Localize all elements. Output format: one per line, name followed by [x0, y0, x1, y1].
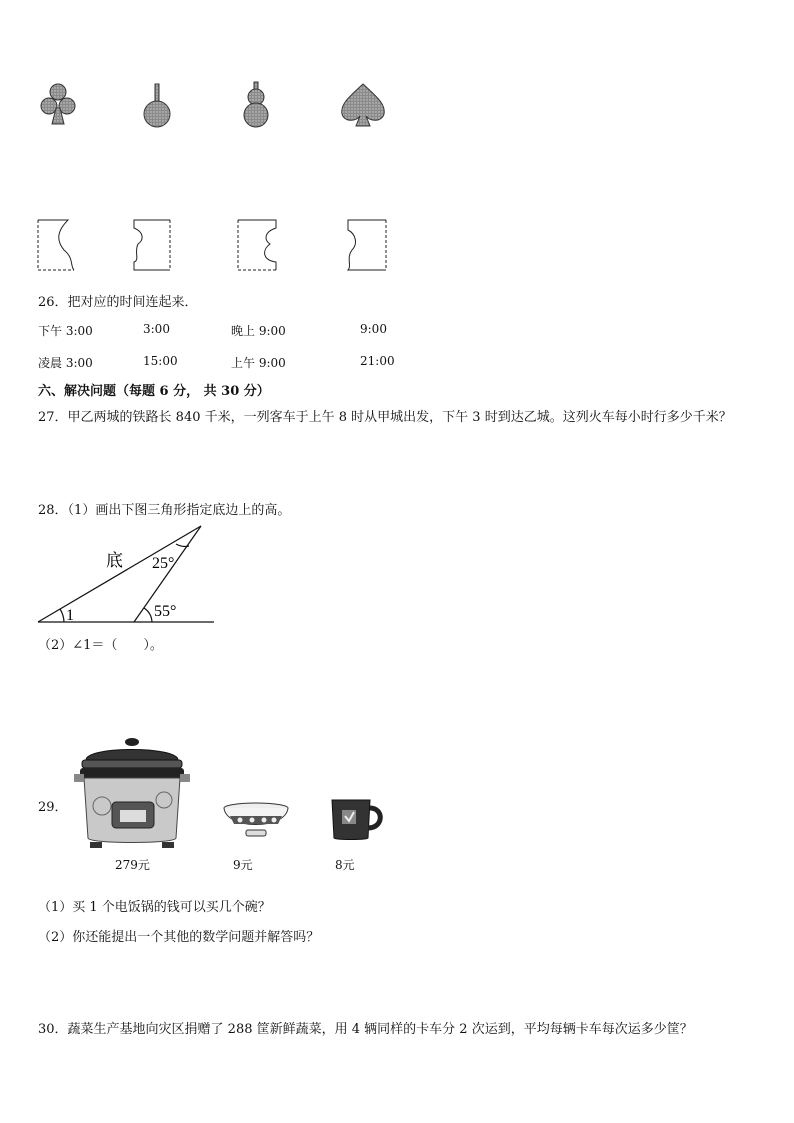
- bowl-image: [222, 802, 290, 844]
- angle-one-label: 1: [66, 607, 74, 624]
- half-shape-4-icon: [348, 220, 386, 270]
- base-label: 底: [106, 551, 123, 571]
- triangle-figure: [36, 522, 218, 626]
- q30-text: 30．蔬菜生产基地向灾区捐赠了 288 筐新鲜蔬菜，用 4 辆同样的卡车分 2 次运到，平均每辆卡车每次运多少筐？: [38, 1022, 693, 1037]
- symmetry-shapes-row: [30, 78, 400, 138]
- q26-r1-c4[interactable]: 9:00: [360, 322, 387, 336]
- q26-r2-c4[interactable]: 21:00: [360, 354, 395, 368]
- q29-number: 29．: [38, 800, 68, 815]
- half-shapes-row: [30, 216, 400, 276]
- cup-image: [330, 796, 384, 842]
- q26-r2-c2[interactable]: 15:00: [143, 354, 178, 368]
- angle-right-label: 55°: [154, 603, 177, 620]
- q26-r1-c3[interactable]: 晚上 9:00: [231, 324, 286, 338]
- club-shape-icon: [41, 84, 75, 124]
- price-rice-cooker: 279元: [115, 858, 150, 872]
- price-cup: 8元: [335, 858, 355, 872]
- angle-top-label: 25°: [152, 555, 175, 572]
- price-bowl: 9元: [233, 858, 253, 872]
- q29-sub1: （1）买 1 个电饭锅的钱可以买几个碗？: [38, 900, 271, 915]
- half-shape-1-icon: [38, 220, 74, 270]
- q28-part1: 28．（1）画出下图三角形指定底边上的高。: [38, 503, 291, 518]
- half-shape-2-icon: [134, 220, 170, 270]
- section-6-heading: 六、解决问题（每题 6 分， 共 30 分）: [38, 384, 270, 399]
- angle-55-arc: [144, 608, 152, 622]
- q26-title: 26．把对应的时间连起来．: [38, 295, 198, 310]
- triangle-side-base: [38, 526, 201, 622]
- q26-r1-c2[interactable]: 3:00: [143, 322, 170, 336]
- q26-r2-c1[interactable]: 凌晨 3:00: [38, 356, 93, 370]
- q26-r2-c3[interactable]: 上午 9:00: [231, 356, 286, 370]
- q28-part2: （2）∠1＝（ ）。: [38, 638, 163, 653]
- angle-1-arc: [60, 609, 64, 622]
- rice-cooker-image: [72, 732, 196, 850]
- gourd-shape-icon: [244, 82, 268, 127]
- spade-shape-icon: [342, 84, 385, 126]
- q29-sub2: （2）你还能提出一个其他的数学问题并解答吗？: [38, 930, 320, 945]
- half-shape-3-icon: [238, 220, 276, 270]
- q27-text: 27．甲乙两城的铁路长 840 千米，一列客车于上午 8 时从甲城出发，下午 3 时到达乙城。这列火车每小时行多少千米？: [38, 410, 732, 425]
- q26-r1-c1[interactable]: 下午 3:00: [38, 324, 93, 338]
- bulb-shape-icon: [144, 84, 170, 127]
